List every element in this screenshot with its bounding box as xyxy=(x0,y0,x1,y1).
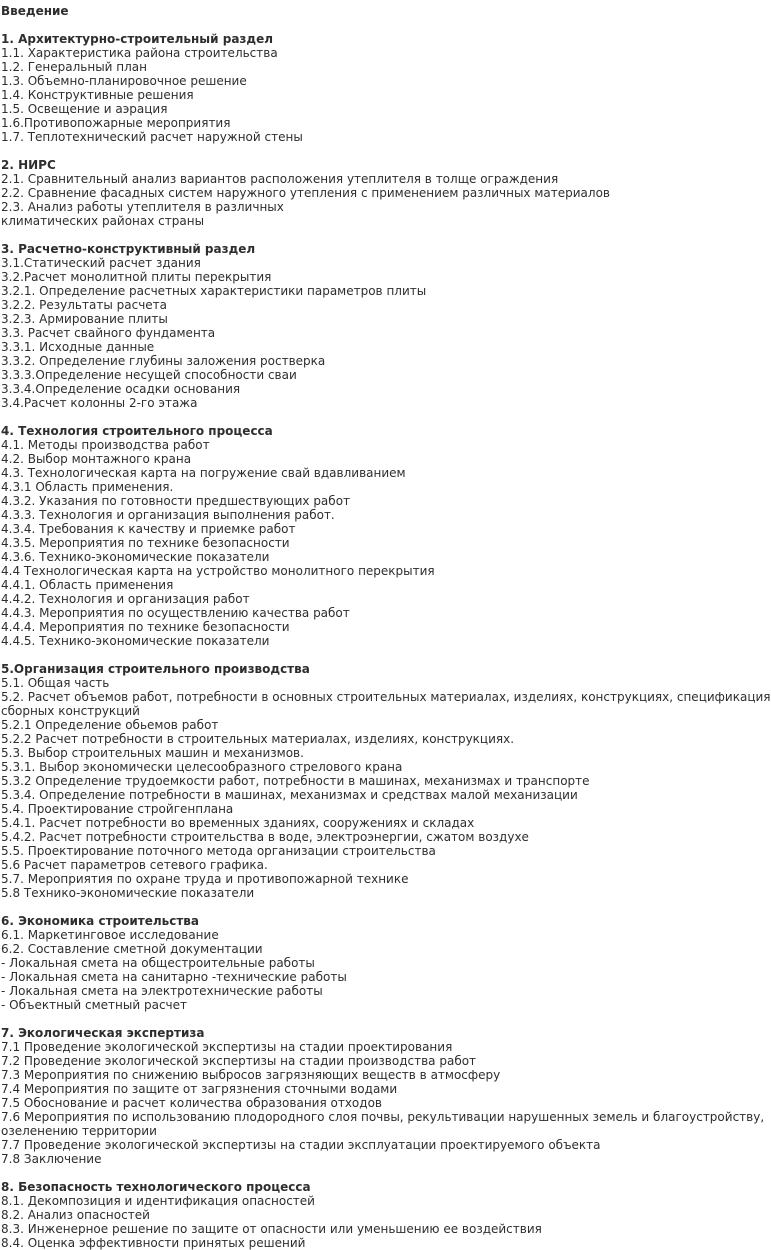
section-item: 2.3. Анализ работы утеплителя в различных xyxy=(1,200,284,214)
section-heading: 4. Технология строительного процесса xyxy=(1,424,273,438)
section-item: 4.3.5. Мероприятия по технике безопасности xyxy=(1,536,290,550)
section-item: 1.7. Теплотехнический расчет наружной стены xyxy=(1,130,303,144)
section-spacer xyxy=(1,144,691,158)
sections-container xyxy=(1,18,771,1250)
section-item: 8.4. Оценка эффективности принятых решений xyxy=(1,1236,306,1250)
section-item: 4.4.1. Область применения xyxy=(1,578,174,592)
section-item: 7.1 Проведение экологической экспертизы на стадии проектирования xyxy=(1,1040,453,1054)
section-item: 5.2. Расчет объемов работ, потребности в основных строительных материалах, изделиях, конструкциях, спецификация xyxy=(1,690,771,704)
section-item: 1.6.Противопожарные мероприятия xyxy=(1,116,231,130)
section-item: 4.4.5. Технико-экономические показатели xyxy=(1,634,270,648)
section-item: 8.1. Декомпозиция и идентификация опасностей xyxy=(1,1194,315,1208)
section-item: 4.3.6. Технико-экономические показатели xyxy=(1,550,270,564)
section-item: 5.2.2 Расчет потребности в строительных материалах, изделиях, конструкциях. xyxy=(1,732,515,746)
section-item: 4.3.3. Технология и организация выполнения работ. xyxy=(1,508,335,522)
section-block xyxy=(1,424,691,648)
section-item: 3.3. Расчет свайного фундамента xyxy=(1,326,216,340)
section-item: - Объектный сметный расчет xyxy=(1,998,188,1012)
section-item: - Локальная смета на электротехнические работы xyxy=(1,984,323,998)
section-item: 6.1. Маркетинговое исследование xyxy=(1,928,219,942)
section-item: 1.4. Конструктивные решения xyxy=(1,88,194,102)
section-item: 7.3 Мероприятия по снижению выбросов загрязняющих веществ в атмосферу xyxy=(1,1068,501,1082)
section-item: - Локальная смета на общестроительные работы xyxy=(1,956,315,970)
section-item: 3.2.1. Определение расчетных характеристики параметров плиты xyxy=(1,284,427,298)
section-spacer xyxy=(1,410,691,424)
section-item: - Локальная смета на санитарно -технические работы xyxy=(1,970,347,984)
section-heading: 8. Безопасность технологического процесса xyxy=(1,1180,311,1194)
section-spacer xyxy=(1,1166,691,1180)
section-item: 7.5 Обоснование и расчет количества образования отходов xyxy=(1,1096,382,1110)
section-block xyxy=(1,158,691,228)
section-spacer xyxy=(1,648,691,662)
section-spacer xyxy=(1,18,691,32)
section-heading: 3. Расчетно-конструктивный раздел xyxy=(1,242,256,256)
section-item: 8.2. Анализ опасностей xyxy=(1,1208,150,1222)
section-heading: 7. Экологическая экспертиза xyxy=(1,1026,205,1040)
section-item: 7.2 Проведение экологической экспертизы на стадии производства работ xyxy=(1,1054,477,1068)
section-item: 7.6 Мероприятия по использованию плодородного слоя почвы, рекультивации нарушенных земель и благоустройству, xyxy=(1,1110,765,1124)
intro-heading: Введение xyxy=(1,4,69,18)
section-item: 3.4.Расчет колонны 2-го этажа xyxy=(1,396,198,410)
section-item: 4.4.3. Мероприятия по осуществлению качества работ xyxy=(1,606,350,620)
section-item: 5.2.1 Определение обьемов работ xyxy=(1,718,219,732)
section-item: 2.2. Сравнение фасадных систем наружного утепления с применением различных материалов xyxy=(1,186,610,200)
section-item: 4.2. Выбор монтажного крана xyxy=(1,452,192,466)
section-item: 4.4.4. Мероприятия по технике безопасности xyxy=(1,620,290,634)
section-item: 3.2.3. Армирование плиты xyxy=(1,312,168,326)
section-spacer xyxy=(1,1012,691,1026)
section-block xyxy=(1,32,691,144)
section-item: 5.3.4. Определение потребности в машинах, механизмах и средствах малой механизации xyxy=(1,788,578,802)
section-item: 5.4.1. Расчет потребности во временных зданиях, сооружениях и складах xyxy=(1,816,475,830)
section-item: 4.3. Технологическая карта на погружение свай вдавливанием xyxy=(1,466,406,480)
section-item: 1.1. Характеристика района строительства xyxy=(1,46,278,60)
section-item: 1.3. Объемно-планировочное решение xyxy=(1,74,247,88)
section-item: 6.2. Составление сметной документации xyxy=(1,942,263,956)
section-item: 4.1. Методы производства работ xyxy=(1,438,210,452)
section-item: 7.7 Проведение экологической экспертизы на стадии эксплуатации проектируемого объекта xyxy=(1,1138,601,1152)
section-item: 3.3.2. Определение глубины заложения ростверка xyxy=(1,354,326,368)
section-block xyxy=(1,662,771,900)
section-item: 5.5. Проектирование поточного метода организации строительства xyxy=(1,844,436,858)
section-item: 5.6 Расчет параметров сетевого графика. xyxy=(1,858,268,872)
section-item: 5.1. Общая часть xyxy=(1,676,110,690)
section-item: 5.8 Технико-экономические показатели xyxy=(1,886,255,900)
section-block xyxy=(1,914,691,1012)
section-item: сборных конструкций xyxy=(1,704,140,718)
section-item: 4.4.2. Технология и организация работ xyxy=(1,592,250,606)
section-block xyxy=(1,1180,691,1250)
section-block xyxy=(1,1026,765,1166)
section-item: 5.7. Мероприятия по охране труда и противопожарной технике xyxy=(1,872,409,886)
section-item: 1.2. Генеральный план xyxy=(1,60,148,74)
section-spacer xyxy=(1,900,691,914)
section-item: 3.3.4.Определение осадки основания xyxy=(1,382,241,396)
section-item: 5.3.2 Определение трудоемкости работ, потребности в машинах, механизмах и транспорте xyxy=(1,774,590,788)
section-heading: 2. НИРС xyxy=(1,158,56,172)
section-item: 1.5. Освещение и аэрация xyxy=(1,102,168,116)
section-item: 2.1. Сравнительный анализ вариантов расположения утеплителя в толще ограждения xyxy=(1,172,559,186)
section-item: 3.3.1. Исходные данные xyxy=(1,340,155,354)
section-item: 3.3.3.Определение несущей способности сваи xyxy=(1,368,297,382)
section-spacer xyxy=(1,228,691,242)
section-heading: 5.Организация строительного производства xyxy=(1,662,310,676)
section-item: 5.3. Выбор строительных машин и механизмов. xyxy=(1,746,304,760)
section-block xyxy=(1,242,691,410)
section-item: 4.3.4. Требования к качеству и приемке работ xyxy=(1,522,296,536)
section-item: 3.2.Расчет монолитной плиты перекрытия xyxy=(1,270,272,284)
section-item: 4.4 Технологическая карта на устройство монолитного перекрытия xyxy=(1,564,435,578)
section-item: 8.3. Инженерное решение по защите от опасности или уменьшению ее воздействия xyxy=(1,1222,542,1236)
section-item: 5.4.2. Расчет потребности строительства в воде, электроэнергии, сжатом воздухе xyxy=(1,830,529,844)
section-heading: 6. Экономика строительства xyxy=(1,914,199,928)
section-item: 5.3.1. Выбор экономически целесообразного стрелового крана xyxy=(1,760,403,774)
section-heading: 1. Архитектурно-строительный раздел xyxy=(1,32,274,46)
section-item: озеленению территории xyxy=(1,1124,157,1138)
section-item: 3.1.Статический расчет здания xyxy=(1,256,201,270)
section-item: 4.3.2. Указания по готовности предшествующих работ xyxy=(1,494,351,508)
section-item: 7.8 Заключение xyxy=(1,1152,102,1166)
section-item: 4.3.1 Область применения. xyxy=(1,480,174,494)
section-item: 3.2.2. Результаты расчета xyxy=(1,298,168,312)
section-item: 7.4 Мероприятия по защите от загрязнения сточными водами xyxy=(1,1082,398,1096)
section-item: климатических районах страны xyxy=(1,214,205,228)
section-item: 5.4. Проектирование стройгенплана xyxy=(1,802,234,816)
